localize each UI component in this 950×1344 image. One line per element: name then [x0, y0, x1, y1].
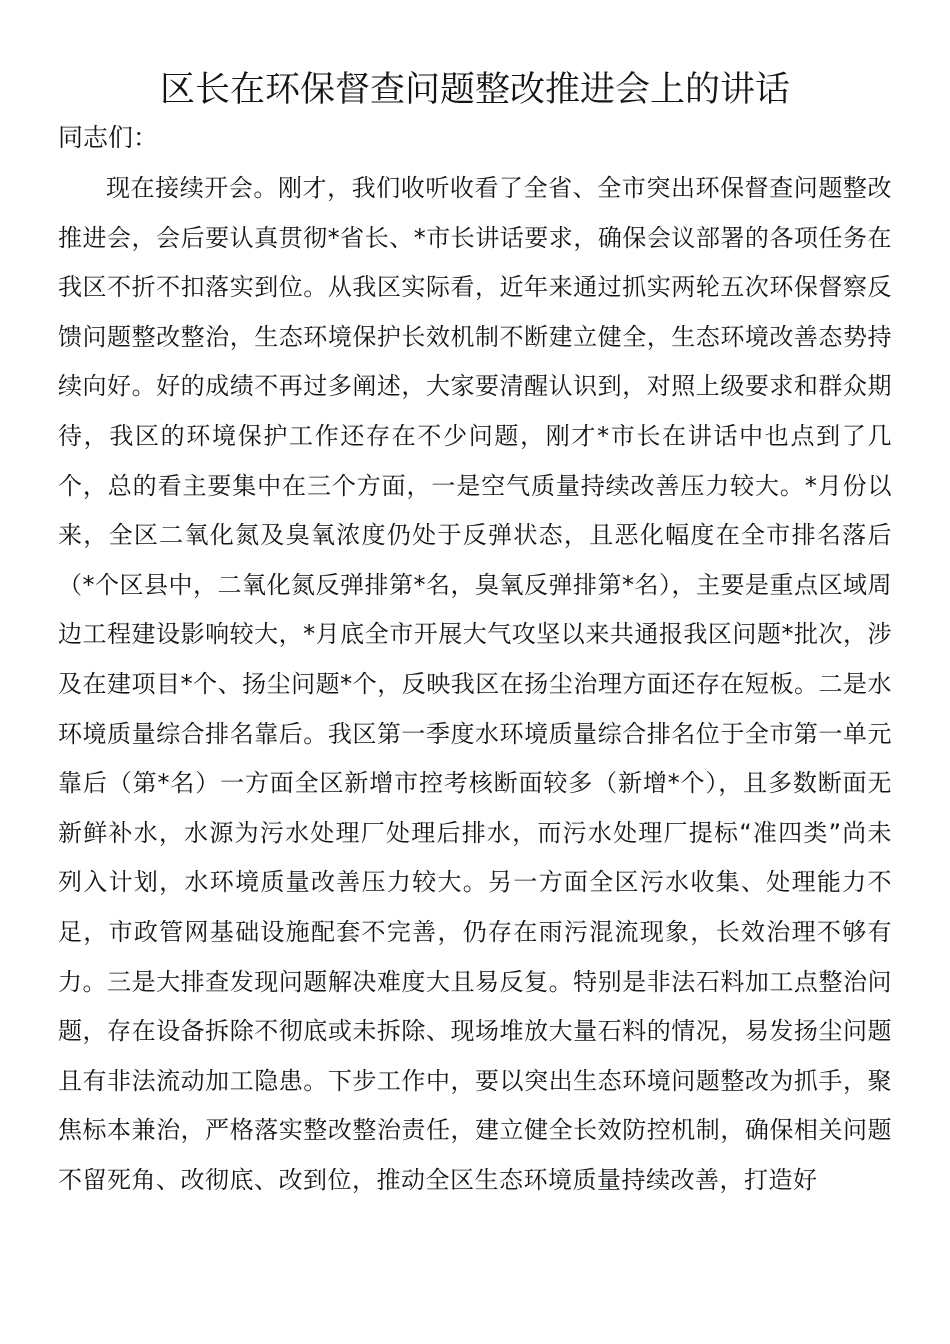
salutation: 同志们： — [58, 123, 159, 152]
body-paragraph: 现在接续开会。刚才，我们收听收看了全省、全市突出环保督查问题整改推进会，会后要认真贯彻*省长、*市长讲话要求，确保会议部署的各项任务在我区不折不扣落实到位。从我区实际看，近年来通过抓实两轮五次环保督察反馈问题整改整治，生态环境保护长效机制不断建立健全，生态环境改善态势持续向好。好的成绩不再过多阐述，大家要清醒认识到，对照上级要求和群众期待，我区的环境保护工作还存在不少问题，刚才*市长在讲话中也点到了几个，总的看主要集中在三个方面，一是空气质量持续改善压力较大。*月份以来，全区二氧化氮及臭氧浓度仍处于反弹状态，且恶化幅度在全市排名落后（*个区县中，二氧化氮反弹排第*名，臭氧反弹排第*名），主要是重点区域周边工程建设影响较大，*月底全市开展大气攻坚以来共通报我区问题*批次，涉及在建项目*个、扬尘问题*个，反映我区在扬尘治理方面还存在短板。二是水环境质量综合排名靠后。我区第一季度水环境质量综合排名位于全市第一单元靠后（第*名）一方面全区新增市控考核断面较多（新增*个），且多数断面无新鲜补水，水源为污水处理厂处理后排水，而污水处理厂提标“准四类”尚未列入计划，水环境质量改善压力较大。另一方面全区污水收集、处理能力不足，市政管网基础设施配套不完善，仍存在雨污混流现象，长效治理不够有力。三是大排查发现问题解决难度大且易反复。特别是非法石料加工点整治问题，存在设备拆除不彻底或未拆除、现场堆放大量石料的情况，易发扬尘问题且有非法流动加工隐患。下步工作中，要以突出生态环境问题整改为抓手，聚焦标本兼治，严格落实整改整治责任，建立健全长效防控机制，确保相关问题不留死角、改彻底、改到位，推动全区生态环境质量持续改善，打造好 — [58, 174, 892, 1194]
document-title: 区长在环保督查问题整改推进会上的讲话 — [159, 70, 790, 110]
